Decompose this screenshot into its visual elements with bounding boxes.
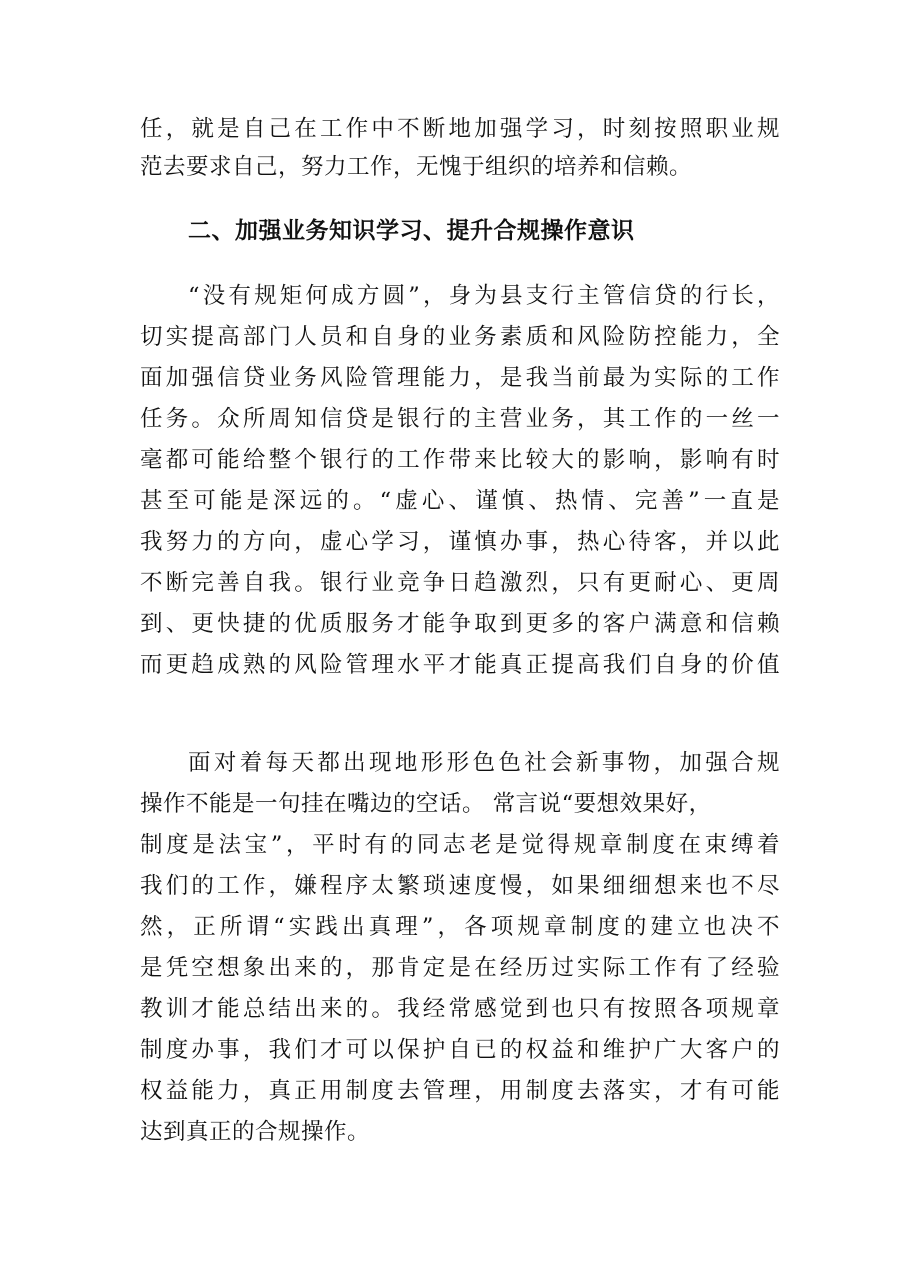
text-line: 然，正所谓“实践出真理”，各项规章制度的建立也决不 — [140, 914, 780, 940]
text-line: 任务。众所周知信贷是银行的主营业务，其工作的一丝一 — [140, 406, 780, 432]
text-line: 达到真正的合规操作。 — [140, 1119, 371, 1145]
text-line: 毫都可能给整个银行的工作带来比较大的影响，影响有时 — [140, 447, 780, 473]
text-line: 范去要求自己，努力工作，无愧于组织的培养和信赖。 — [140, 154, 693, 180]
text-line: 面加强信贷业务风险管理能力，是我当前最为实际的工作 — [140, 365, 780, 391]
text-line: 制度办事，我们才可以保护自已的权益和维护广大客户的 — [140, 1037, 780, 1063]
text-line: 操作不能是一句挂在嘴边的空话。 常言说“要想效果好， — [140, 791, 712, 817]
text-line: “没有规矩何成方圆”，身为县支行主管信贷的行长， — [188, 283, 780, 309]
text-line: 任，就是自己在工作中不断地加强学习，时刻按照职业规 — [140, 116, 780, 142]
text-line: 是凭空想象出来的，那肯定是在经历过实际工作有了经验 — [140, 955, 780, 981]
text-line: 教训才能总结出来的。我经常感觉到也只有按照各项规章 — [140, 996, 780, 1022]
text-line: 到、更快捷的优质服务才能争取到更多的客户满意和信赖 — [140, 611, 780, 637]
text-line: 切实提高部门人员和自身的业务素质和风险防控能力，全 — [140, 324, 780, 350]
text-line: 面对着每天都出现地形形色色社会新事物，加强合规 — [188, 750, 780, 776]
text-line: 而更趋成熟的风险管理水平才能真正提高我们自身的价值 — [140, 652, 780, 678]
text-line: 我努力的方向，虚心学习，谨慎办事，热心待客，并以此 — [140, 529, 780, 555]
text-line: 甚至可能是深远的。“虚心、谨慎、热情、完善”一直是 — [140, 488, 780, 514]
text-line: 我们的工作，嫌程序太繁琐速度慢，如果细细想来也不尽 — [140, 873, 780, 899]
section-heading: 二、加强业务知识学习、提升合规操作意识 — [188, 218, 635, 244]
text-line: 权益能力，真正用制度去管理，用制度去落实，才有可能 — [140, 1078, 780, 1104]
text-line: 不断完善自我。银行业竞争日趋激烈，只有更耐心、更周 — [140, 570, 780, 596]
text-line: 制度是法宝”，平时有的同志老是觉得规章制度在束缚着 — [140, 832, 780, 858]
